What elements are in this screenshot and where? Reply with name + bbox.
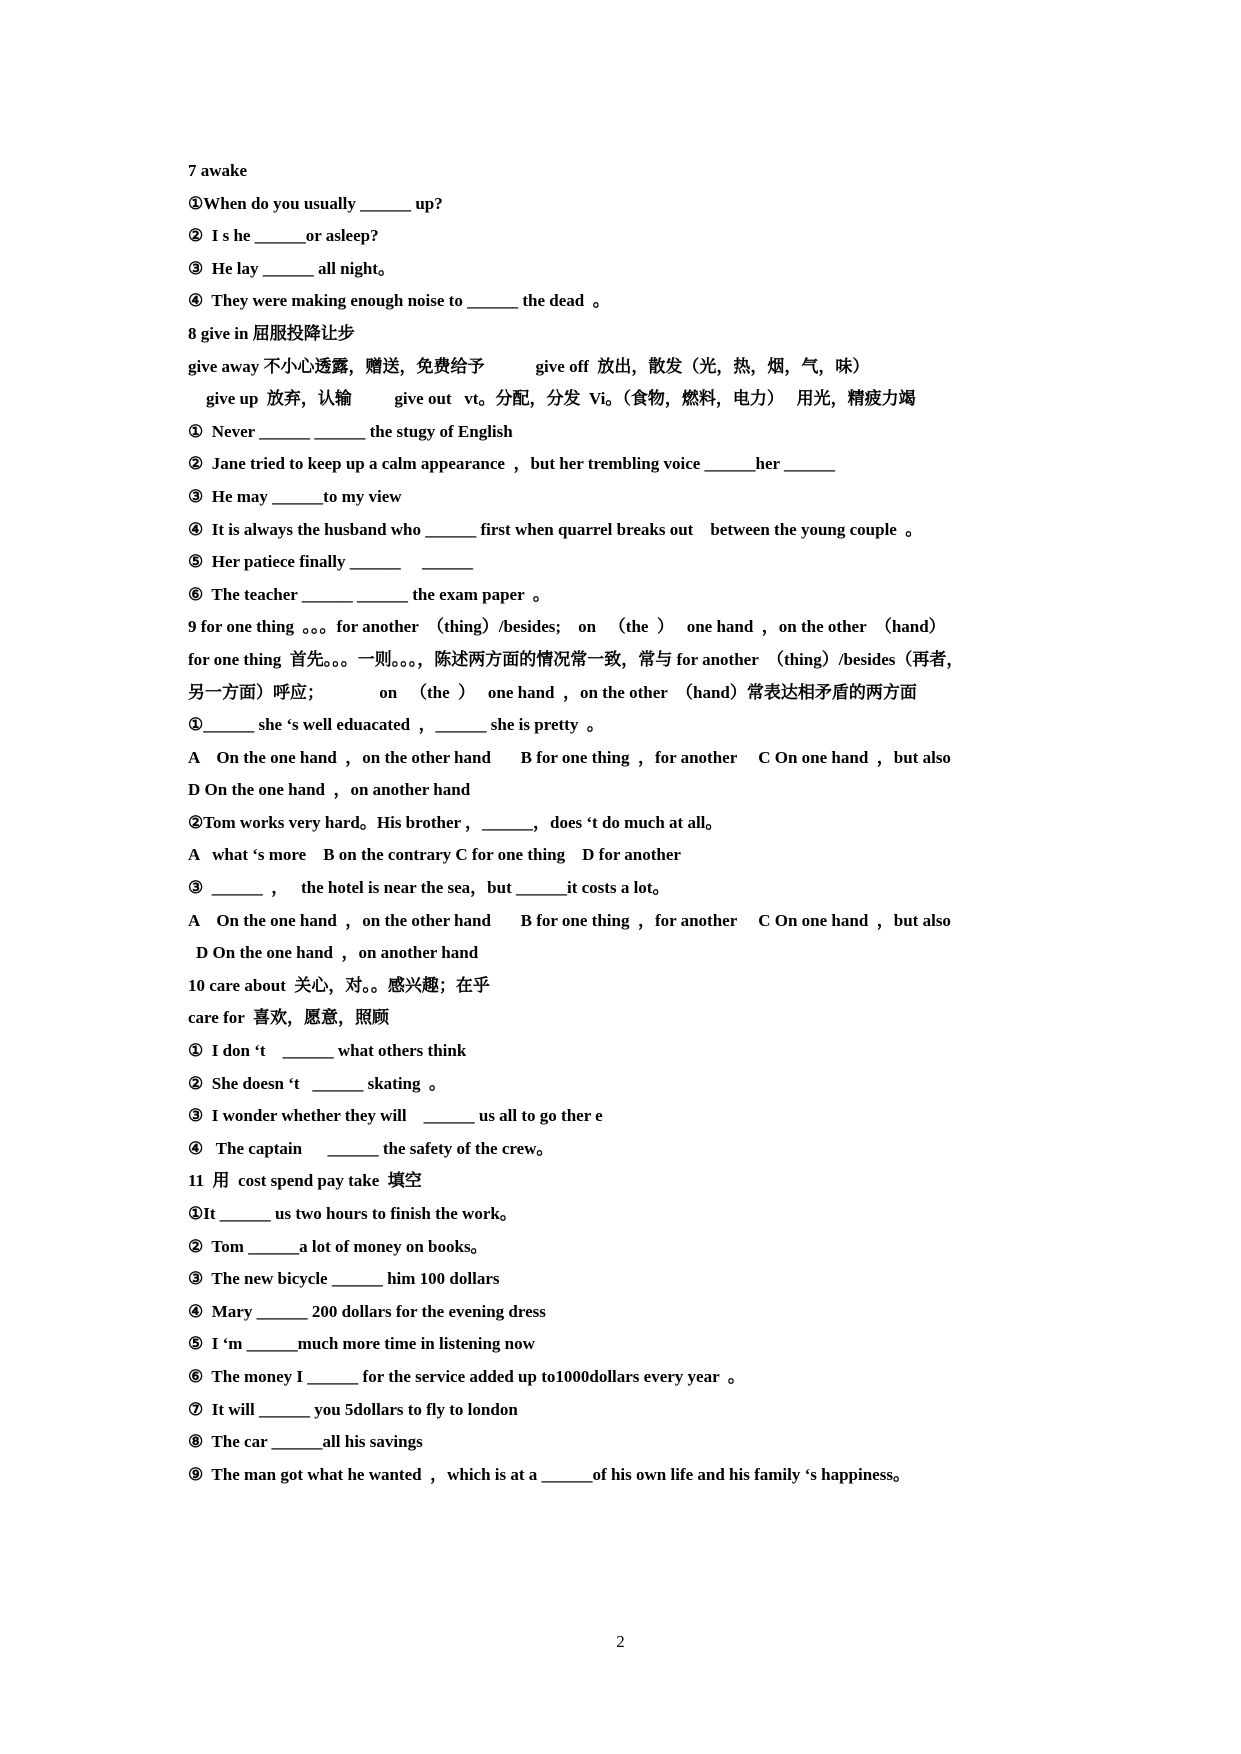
question-line: ④ The captain ______ the safety of the crew。: [188, 1138, 554, 1158]
definition-line: care for 喜欢，愿意，照顾: [188, 1008, 389, 1028]
question-line: ⑦ It will ______ you 5dollars to fly to london: [188, 1399, 518, 1419]
question-line: ③ ______ ， the hotel is near the sea，but ______it costs a lot。: [188, 878, 670, 898]
page-number: 2: [616, 1632, 625, 1651]
section-title-cost-spend: 11 用 cost spend pay take 填空: [188, 1171, 422, 1191]
question-line: ②Tom works very hard。His brother ，______，does ‘t do much at all。: [188, 812, 723, 832]
section-title-give-in: 8 give in 屈服投降让步: [188, 323, 355, 343]
question-line: ③ He lay ______ all night。: [188, 258, 395, 278]
definition-line: 另一方面）呼应； on （the ） one hand ，on the other （hand）常表达相矛盾的两方面: [188, 682, 917, 702]
question-line: ⑥ The teacher ______ ______ the exam paper 。: [188, 584, 550, 604]
question-line: ② Tom ______a lot of money on books。: [188, 1236, 488, 1256]
question-line: ① I don ‘t ______ what others think: [188, 1041, 467, 1061]
question-line: ④ Mary ______ 200 dollars for the evening dress: [188, 1301, 546, 1321]
option-line: D On the one hand ，on another hand: [196, 943, 479, 963]
definition-line: give up 放弃，认输 give out vt。分配，分发 Vi。（食物，燃料，电力） 用光，精疲力竭: [206, 389, 916, 409]
definition-line: give away 不小心透露，赠送，免费给予 give off 放出，散发（光，热，烟，气，味）: [188, 356, 870, 376]
question-line: ④ They were making enough noise to ______ the dead 。: [188, 291, 610, 311]
question-line: ⑥ The money I ______ for the service added up to1000dollars every year 。: [188, 1366, 745, 1386]
section-title-awake: 7 awake: [188, 161, 248, 180]
question-line: ④ It is always the husband who ______ first when quarrel breaks out between the young couple 。: [188, 519, 923, 539]
question-line: ①When do you usually ______ up?: [188, 193, 443, 213]
question-line: ② Jane tried to keep up a calm appearance ，but her trembling voice ______her ______: [188, 454, 836, 474]
document-body: [188, 155, 1068, 1491]
question-line: ① Never ______ ______ the stugy of English: [188, 421, 513, 441]
question-line: ② I s he ______or asleep?: [188, 226, 379, 246]
section-title-care-about: 10 care about 关心，对。。感兴趣；在乎: [188, 975, 490, 995]
question-line: ② She doesn ‘t ______ skating 。: [188, 1073, 446, 1093]
option-line: D On the one hand ，on another hand: [188, 780, 471, 800]
section-title-for-one-thing: 9 for one thing 。。。for another （thing）/besides; on （the ） one hand ，on the other （hand）: [188, 617, 946, 637]
question-line: ⑨ The man got what he wanted ，which is at a ______of his own life and his family ‘s happiness。: [188, 1464, 910, 1484]
question-line: ⑤ I ‘m ______much more time in listening now: [188, 1334, 535, 1354]
definition-line: for one thing 首先。。。一则。。。，陈述两方面的情况常一致，常与 for another （thing）/besides（再者，: [188, 649, 964, 669]
question-line: ①It ______ us two hours to finish the work。: [188, 1204, 517, 1223]
question-line: ⑤ Her patiece finally ______ ______: [188, 552, 474, 572]
question-line: ③ I wonder whether they will ______ us all to go ther e: [188, 1106, 603, 1126]
question-line: ⑧ The car ______all his savings: [188, 1432, 423, 1452]
question-line: ①______ she ‘s well eduacated ，______ she is pretty 。: [188, 715, 604, 735]
question-line: ③ The new bicycle ______ him 100 dollars: [188, 1269, 500, 1289]
option-line: A On the one hand ，on the other hand B for one thing ，for another C On one hand ，but also: [188, 910, 951, 930]
option-line: A what ‘s more B on the contrary C for one thing D for another: [188, 845, 681, 865]
option-line: A On the one hand ，on the other hand B for one thing ，for another C On one hand ，but also: [188, 747, 951, 767]
question-line: ③ He may ______to my view: [188, 486, 402, 506]
